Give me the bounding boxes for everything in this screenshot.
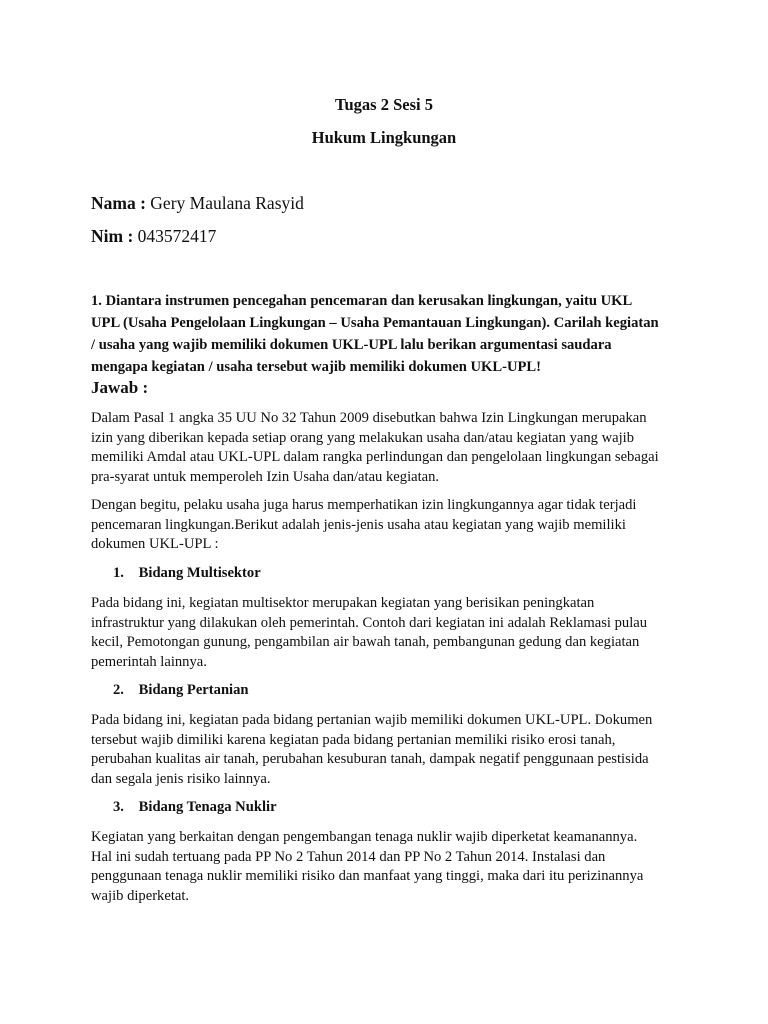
paragraph-line: infrastruktur yang dilakukan oleh pemerintah. Contoh dari kegiatan ini adalah Reklamasi pulau	[91, 614, 648, 631]
question-line: 1. Diantara instrumen pencegahan pencemaran dan kerusakan lingkungan, yaitu UKL	[91, 293, 633, 309]
paragraph-line: memiliki Amdal atau UKL-UPL dalam rangka perlindungan dan pengelolaan lingkungan sebagai	[91, 449, 659, 465]
student-name-label: Nama :	[91, 193, 146, 213]
section-heading-pertanian	[113, 682, 249, 699]
paragraph-line: Pada bidang ini, kegiatan pada bidang pertanian wajib memiliki dokumen UKL-UPL. Dokumen	[91, 712, 653, 728]
section-paragraph-pertanian	[91, 711, 652, 789]
paragraph-line: pemerintah lainnya.	[91, 653, 207, 670]
section-heading-tenaga-nuklir	[113, 799, 277, 816]
paragraph-line: Hal ini sudah tertuang pada PP No 2 Tahun 2014 dan PP No 2 Tahun 2014. Instalasi dan	[91, 848, 606, 865]
answer-paragraph-1	[91, 409, 659, 487]
paragraph-line: izin yang diberikan kepada setiap orang yang melakukan usaha dan/atau kegiatan yang wajib	[91, 429, 635, 446]
question-line: UPL (Usaha Pengelolaan Lingkungan – Usaha Pemantauan Lingkungan). Carilah kegiatan	[91, 315, 659, 331]
section-number: 1.	[113, 565, 124, 581]
section-heading-text: Bidang Tenaga Nuklir	[138, 799, 277, 815]
answer-label: Jawab :	[91, 378, 149, 397]
paragraph-line: pencemaran lingkungan.Berikut adalah jenis-jenis usaha atau kegiatan yang wajib memiliki	[91, 516, 626, 533]
section-heading-text: Bidang Multisektor	[138, 565, 261, 581]
paragraph-line: Dengan begitu, pelaku usaha juga harus memperhatikan izin lingkungannya agar tidak terjadi	[91, 497, 637, 513]
paragraph-line: pra-syarat untuk memperoleh Izin Usaha dan/atau kegiatan.	[91, 468, 440, 485]
question-line: / usaha yang wajib memiliki dokumen UKL-UPL lalu berikan argumentasi saudara	[91, 337, 612, 353]
paragraph-line: perubahan kualitas air tanah, perubahan kesuburan tanah, dampak negatif penggunaan pestisida	[91, 751, 649, 767]
section-paragraph-tenaga-nuklir	[91, 828, 643, 906]
student-nim-line	[91, 226, 216, 247]
paragraph-line: Pada bidang ini, kegiatan multisektor merupakan kegiatan yang berisikan peningkatan	[91, 595, 595, 611]
section-number: 3.	[113, 799, 124, 815]
paragraph-line: wajib diperketat.	[91, 887, 190, 904]
student-name-line	[91, 193, 304, 214]
student-nim-label: Nim :	[91, 226, 134, 246]
paragraph-line: dan segala jenis risiko lainnya.	[91, 770, 271, 787]
student-name-value: Gery Maulana Rasyid	[150, 193, 304, 213]
section-paragraph-multisektor	[91, 594, 647, 672]
paragraph-line: Dalam Pasal 1 angka 35 UU No 32 Tahun 2009 disebutkan bahwa Izin Lingkungan merupakan	[91, 410, 647, 426]
paragraph-line: dokumen UKL-UPL :	[91, 536, 219, 552]
student-nim-value: 043572417	[137, 226, 217, 246]
section-heading-text: Bidang Pertanian	[138, 682, 249, 698]
document-subtitle: Hukum Lingkungan	[311, 128, 457, 147]
paragraph-line: tersebut wajib dimiliki karena kegiatan pada bidang pertanian memiliki risiko erosi tanah,	[91, 731, 616, 748]
section-number: 2.	[113, 682, 124, 698]
answer-paragraph-2	[91, 496, 636, 555]
section-heading-multisektor	[113, 565, 261, 582]
paragraph-line: Kegiatan yang berkaitan dengan pengembangan tenaga nuklir wajib diperketat keamanannya.	[91, 829, 638, 845]
paragraph-line: kecil, Pemotongan gunung, pengambilan air bawah tanah, pembangunan gedung dan kegiatan	[91, 634, 640, 650]
document-title: Tugas 2 Sesi 5	[335, 95, 433, 114]
question-line: mengapa kegiatan / usaha tersebut wajib memiliki dokumen UKL-UPL!	[91, 359, 542, 375]
question-block	[91, 290, 659, 378]
paragraph-line: penggunaan tenaga nuklir memiliki risiko dan manfaat yang tinggi, maka dari itu perizinannya	[91, 868, 644, 884]
